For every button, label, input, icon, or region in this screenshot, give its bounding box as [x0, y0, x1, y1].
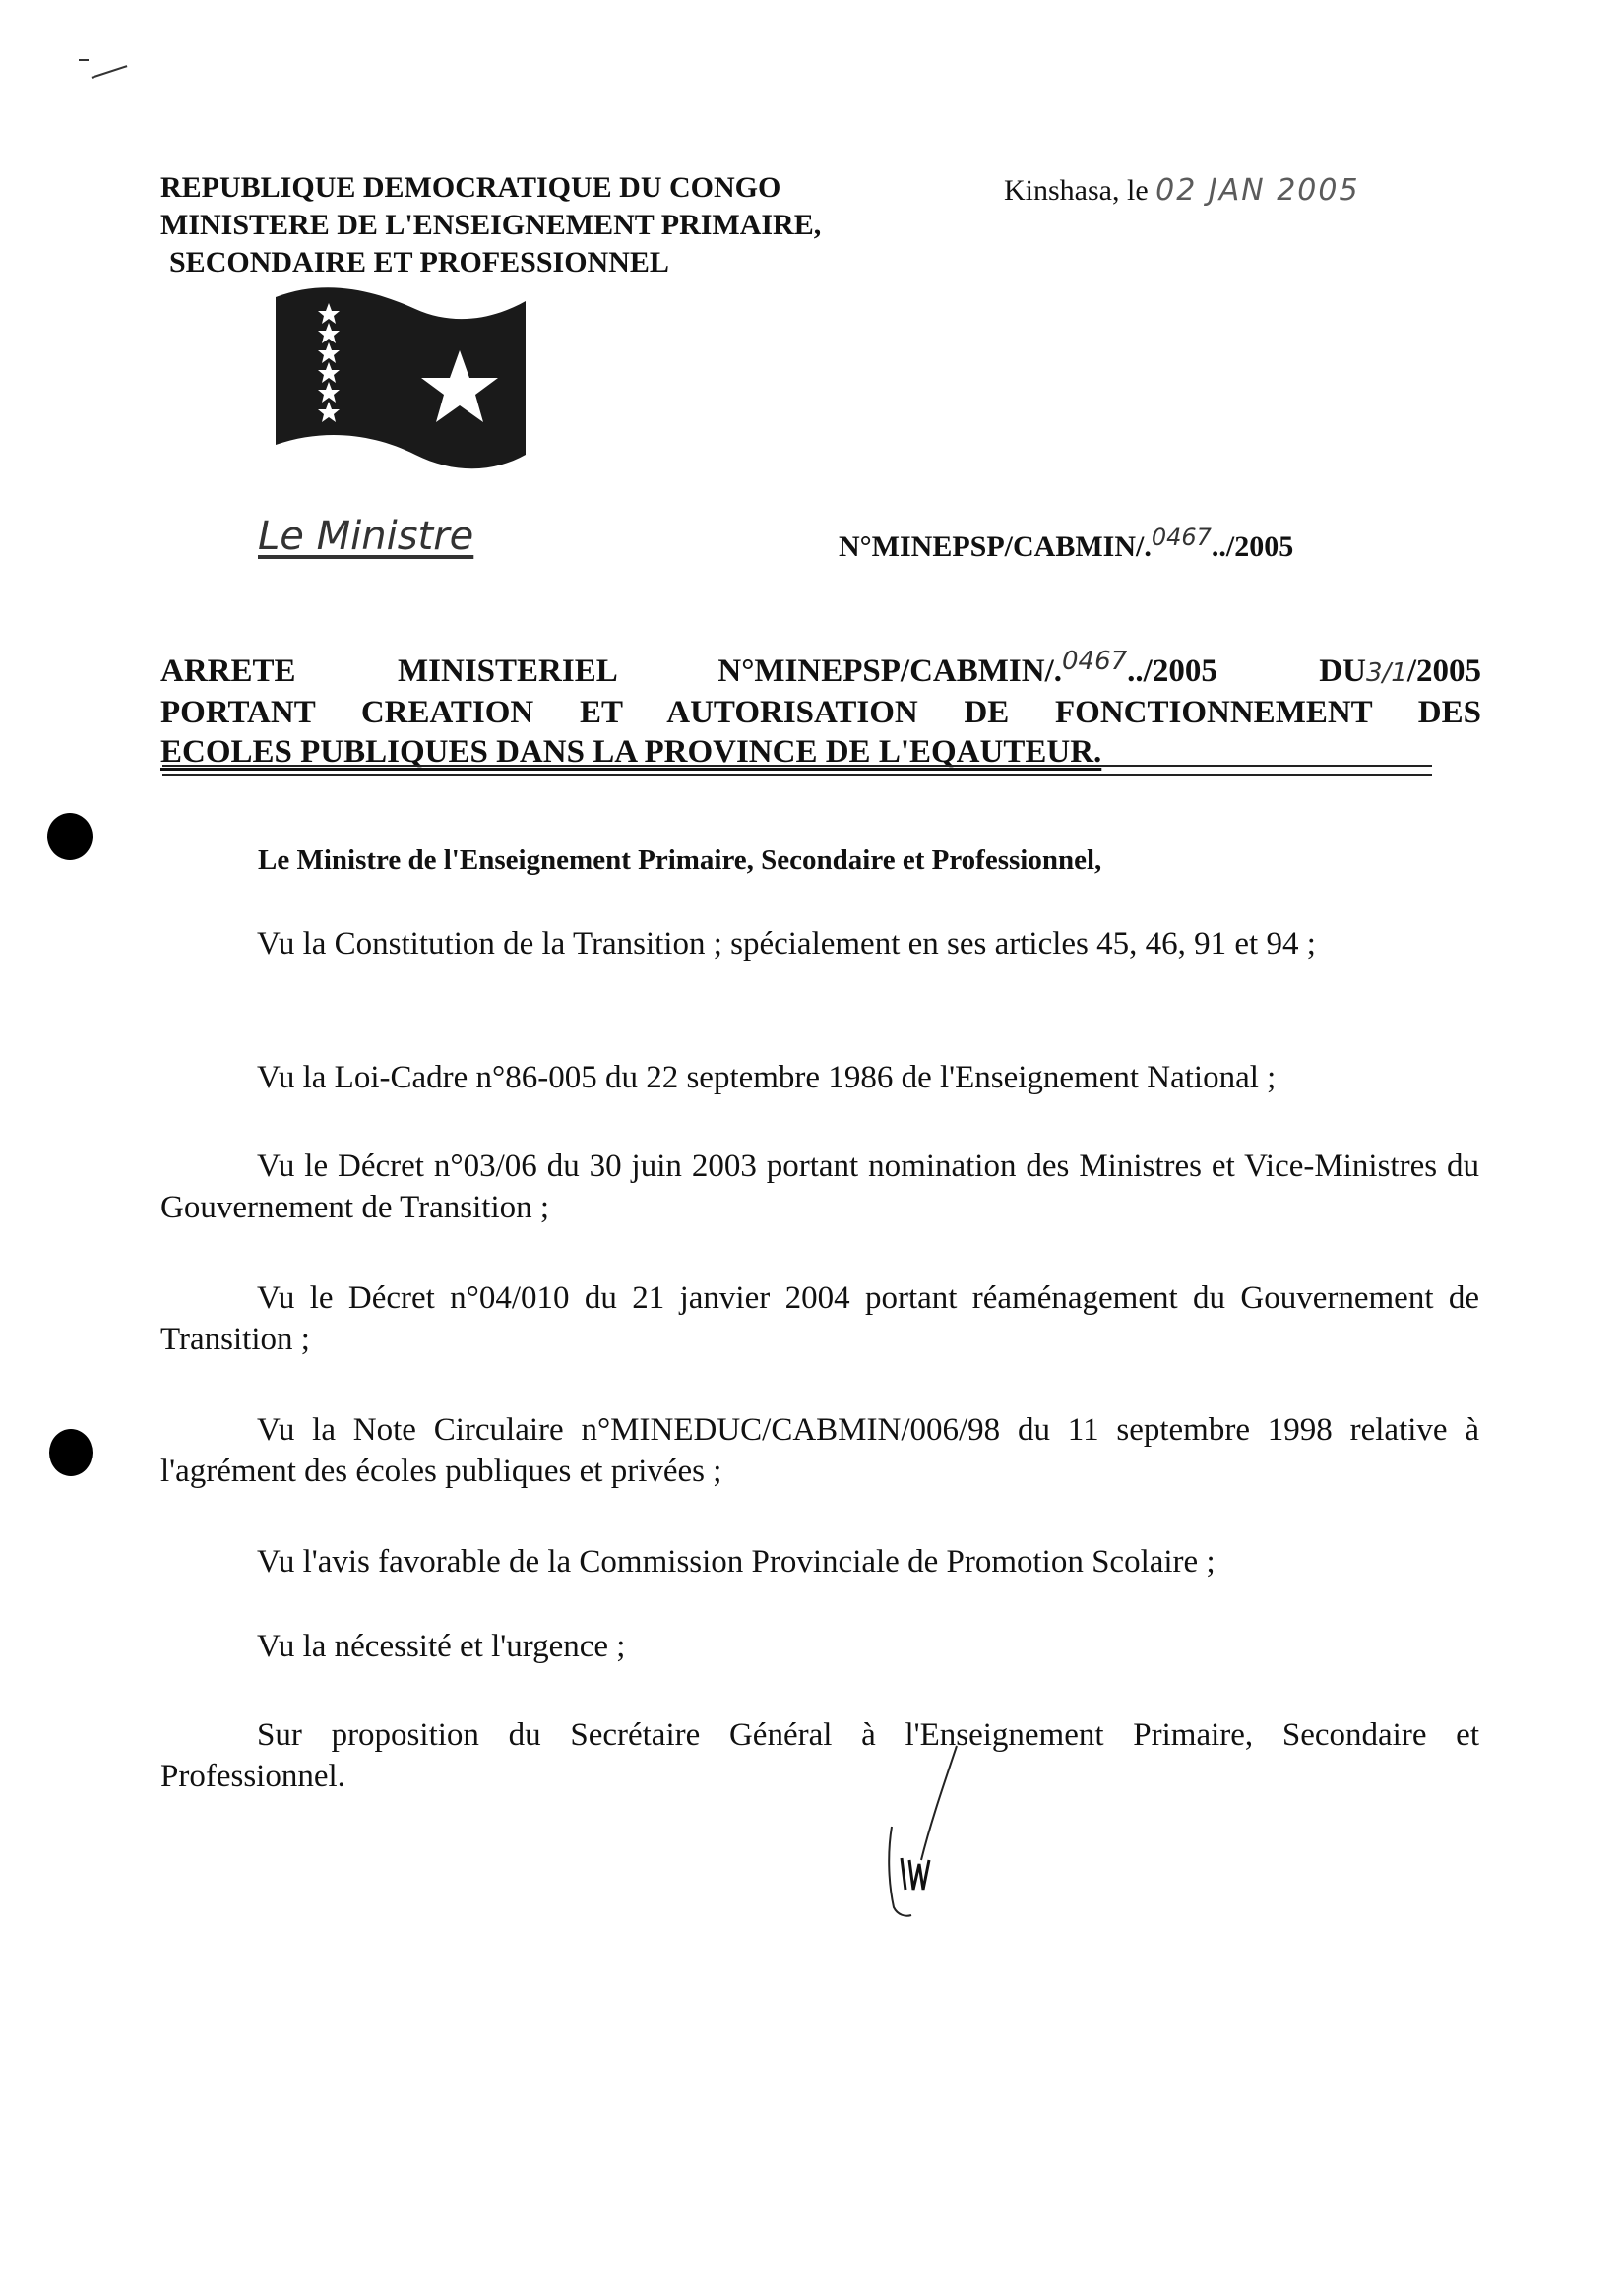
- considerant-loi-cadre: Vu la Loi-Cadre n°86-005 du 22 septembre 1986 de l'Enseignement National ;: [257, 1060, 1277, 1095]
- considerant-necessite: Vu la nécessité et l'urgence ;: [257, 1629, 626, 1664]
- arrete-line-3: ECOLES PUBLIQUES DANS LA PROVINCE DE L'EQAUTEUR.: [160, 734, 1102, 770]
- reference-number: [839, 524, 1293, 564]
- place-date: [1004, 173, 1360, 208]
- arrete-line-2: PORTANT CREATION ET AUTORISATION DE FONCTIONNEMENT DES: [160, 695, 1481, 730]
- arrete-handwritten-date: 3/1: [1365, 658, 1407, 688]
- hole-punch: [49, 1429, 93, 1476]
- scan-mark: [79, 59, 89, 61]
- considerant-proposition: Sur proposition du Secrétaire Général à l'Enseignement Primaire, Secondaire et Professionnel.: [160, 1717, 1479, 1794]
- arrete-title: [160, 642, 1481, 772]
- hole-punch: [47, 813, 93, 860]
- title-double-rule: [162, 765, 1432, 776]
- considerant-constitution: Vu la Constitution de la Transition ; spécialement en ses articles 45, 46, 91 et 94 ;: [257, 926, 1316, 962]
- paraph-signature: [866, 1742, 974, 1919]
- considerant-avis-favorable: Vu l'avis favorable de la Commission Provinciale de Promotion Scolaire ;: [257, 1544, 1216, 1580]
- arrete-line-1: ARRETE MINISTERIEL N°MINEPSP/CABMIN/.$^{0467}$../2005 DU3/1/2005: [160, 647, 1481, 689]
- header-ministry-cont: SECONDAIRE ET PROFESSIONNEL: [169, 246, 669, 279]
- considerant-note-circulaire: Vu la Note Circulaire n°MINEDUC/CABMIN/006/98 du 11 septembre 1998 relative à l'agrément des écoles publiques et privées ;: [160, 1412, 1479, 1489]
- header-ministry: MINISTERE DE L'ENSEIGNEMENT PRIMAIRE,: [160, 209, 822, 241]
- considerant-decret-0306: Vu le Décret n°03/06 du 30 juin 2003 portant nomination des Ministres et Vice-Ministres du Gouvernement de Transition ;: [160, 1148, 1479, 1225]
- minister-intro: Le Ministre de l'Enseignement Primaire, Secondaire et Professionnel,: [258, 844, 1102, 876]
- considerant-decret-04010: Vu le Décret n°04/010 du 21 janvier 2004 portant réaménagement du Gouvernement de Transition ;: [160, 1280, 1479, 1357]
- reference-prefix: N°MINEPSP/CABMIN/.: [839, 530, 1152, 563]
- paraph-graphic: [866, 1742, 974, 1919]
- reference-suffix: ../2005: [1211, 530, 1294, 563]
- reference-handwritten-number: 0467: [1151, 524, 1212, 551]
- signature-title: Le Ministre: [258, 514, 474, 559]
- place-label: Kinshasa, le: [1004, 174, 1149, 207]
- arrete-handwritten-number: 0467: [1062, 647, 1128, 676]
- handwritten-date: 02 JAN 2005: [1155, 173, 1360, 208]
- header-republic: REPUBLIQUE DEMOCRATIQUE DU CONGO: [160, 171, 781, 204]
- drc-flag-icon: [268, 279, 533, 472]
- flag-graphic: [268, 279, 533, 472]
- scan-mark: [92, 65, 128, 79]
